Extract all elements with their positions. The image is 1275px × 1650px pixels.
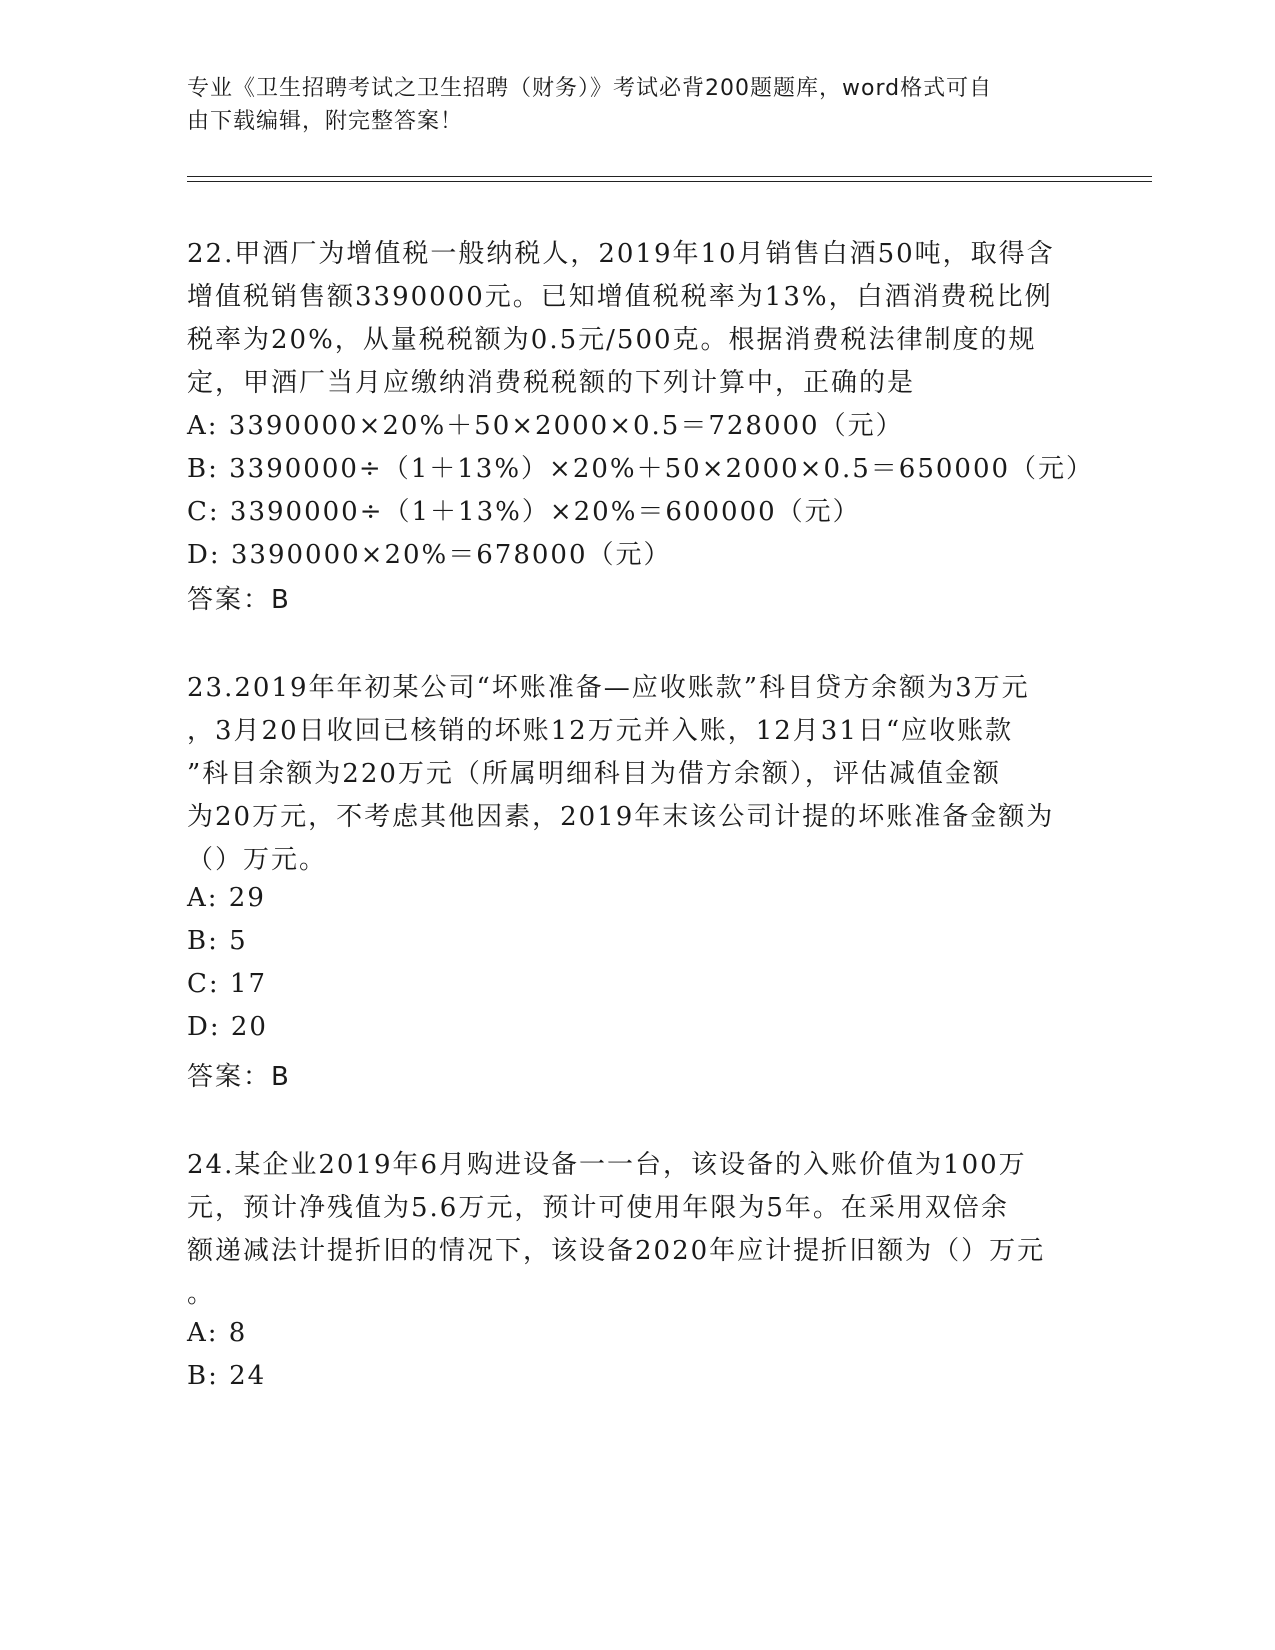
question-stem-line: 增值税销售额3390000元。已知增值税税率为13%，白酒消费税比例 xyxy=(187,282,1053,312)
header-line-1: 专业《卫生招聘考试之卫生招聘（财务）》考试必背200题题库，word格式可自 xyxy=(187,76,993,101)
question-stem-line: 。 xyxy=(187,1279,216,1309)
question-stem-line: ”科目余额为220万元（所属明细科目为借方余额），评估减值金额 xyxy=(187,759,1001,789)
option-b: B: 24 xyxy=(187,1361,267,1391)
option-a: A: 8 xyxy=(187,1318,248,1348)
question-stem-line: 为20万元，不考虑其他因素，2019年末该公司计提的坏账准备金额为 xyxy=(187,802,1055,832)
option-b: B: 5 xyxy=(187,926,248,956)
header-line-2: 由下载编辑，附完整答案！ xyxy=(187,109,464,134)
question-stem-line: 税率为20%，从量税税额为0.5元/500克。根据消费税法律制度的规 xyxy=(187,325,1037,355)
question-stem-line: 22.甲酒厂为增值税一般纳税人，2019年10月销售白酒50吨，取得含 xyxy=(187,239,1055,269)
option-a: A: 3390000×20%＋50×2000×0.5＝728000（元） xyxy=(187,411,904,441)
question-stem-line: 额递减法计提折旧的情况下，该设备2020年应计提折旧额为（）万元 xyxy=(187,1236,1046,1266)
header-divider-top xyxy=(187,176,1152,177)
question-stem-line: 23.2019年年初某公司“坏账准备—应收账款”科目贷方余额为3万元 xyxy=(187,673,1030,703)
header-divider-bottom xyxy=(187,181,1152,182)
question-stem-line: 定，甲酒厂当月应缴纳消费税税额的下列计算中，正确的是 xyxy=(187,368,916,398)
answer-label: 答案：B xyxy=(187,1062,291,1092)
question-stem-line: （）万元。 xyxy=(187,845,328,875)
option-b: B: 3390000÷（1＋13%）×20%＋50×2000×0.5＝650000（元） xyxy=(187,454,1095,484)
question-stem-line: ，3月20日收回已核销的坏账12万元并入账，12月31日“应收账款 xyxy=(187,716,1014,746)
page-header xyxy=(187,72,1087,138)
option-d: D: 20 xyxy=(187,1012,268,1042)
option-d: D: 3390000×20%＝678000（元） xyxy=(187,540,672,570)
option-c: C: 3390000÷（1＋13%）×20%＝600000（元） xyxy=(187,497,861,527)
answer-label: 答案：B xyxy=(187,585,291,615)
option-c: C: 17 xyxy=(187,969,268,999)
question-stem-line: 元，预计净残值为5.6万元，预计可使用年限为5年。在采用双倍余 xyxy=(187,1193,1009,1223)
question-stem-line: 24.某企业2019年6月购进设备一一台，该设备的入账价值为100万 xyxy=(187,1150,1027,1180)
option-a: A: 29 xyxy=(187,883,266,913)
